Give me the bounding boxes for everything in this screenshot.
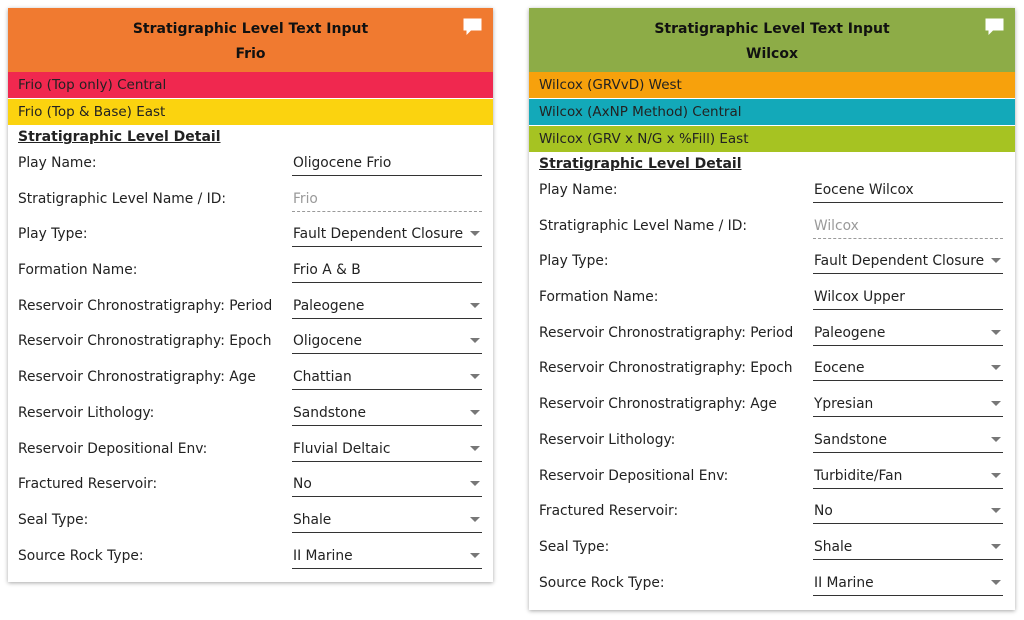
field-value: Chattian	[293, 369, 352, 386]
caret-down-icon[interactable]	[470, 374, 480, 379]
field-value: Oligocene	[293, 333, 363, 350]
field-label: Reservoir Chronostratigraphy: Period	[18, 297, 273, 314]
field-label: Reservoir Chronostratigraphy: Age	[539, 396, 777, 413]
field-label: Reservoir Chronostratigraphy: Epoch	[18, 333, 272, 350]
field-row	[8, 434, 493, 470]
field-row	[529, 282, 1015, 318]
select-reservoir-chronostratigraphy-period[interactable]	[292, 291, 482, 319]
select-fractured-reservoir[interactable]	[813, 496, 1003, 524]
scenario-item[interactable]: Wilcox (GRVvD) West	[529, 72, 1015, 99]
field-value: Shale	[814, 538, 853, 555]
field-label: Stratigraphic Level Name / ID:	[18, 190, 226, 207]
caret-down-icon[interactable]	[470, 410, 480, 415]
field-value: Eocene	[814, 360, 865, 377]
field-label: Formation Name:	[18, 262, 138, 279]
field-row	[8, 398, 493, 434]
select-fractured-reservoir[interactable]	[292, 469, 482, 497]
panel-subtitle: Wilcox	[746, 46, 798, 62]
select-reservoir-chronostratigraphy-period[interactable]	[813, 318, 1003, 346]
panel-header	[529, 8, 1015, 72]
detail-title: Stratigraphic Level Detail	[539, 156, 742, 172]
detail-title: Stratigraphic Level Detail	[18, 129, 221, 145]
field-row	[529, 246, 1015, 282]
field-value: Ypresian	[814, 396, 874, 413]
field-row	[529, 568, 1015, 604]
field-value: Frio A & B	[293, 262, 361, 279]
field-value: Turbidite/Fan	[814, 467, 903, 484]
comment-icon[interactable]	[462, 17, 483, 37]
field-value: II Marine	[293, 547, 353, 564]
detail-form	[529, 175, 1015, 603]
caret-down-icon[interactable]	[991, 330, 1001, 335]
field-label: Reservoir Chronostratigraphy: Epoch	[539, 360, 793, 377]
caret-down-icon[interactable]	[470, 517, 480, 522]
field-row	[8, 362, 493, 398]
field-value: No	[293, 476, 312, 493]
field-label: Formation Name:	[539, 289, 659, 306]
caret-down-icon[interactable]	[991, 580, 1001, 585]
field-row	[8, 184, 493, 220]
select-reservoir-depositional-env[interactable]	[813, 461, 1003, 489]
field-label: Fractured Reservoir:	[539, 503, 679, 520]
field-value: Shale	[293, 511, 332, 528]
select-source-rock-type[interactable]	[292, 541, 482, 569]
select-seal-type[interactable]	[813, 532, 1003, 560]
field-label: Reservoir Lithology:	[539, 431, 676, 448]
select-reservoir-chronostratigraphy-age[interactable]	[292, 362, 482, 390]
field-label: Play Name:	[539, 182, 618, 198]
input-stratigraphic-level-name-id	[292, 184, 482, 212]
input-stratigraphic-level-name-id	[813, 211, 1003, 239]
field-label: Reservoir Lithology:	[18, 404, 155, 421]
caret-down-icon[interactable]	[991, 401, 1001, 406]
field-value: Fluvial Deltaic	[293, 440, 391, 457]
field-row	[529, 425, 1015, 461]
scenario-item[interactable]: Frio (Top & Base) East	[8, 99, 493, 126]
caret-down-icon[interactable]	[991, 365, 1001, 370]
field-row	[529, 353, 1015, 389]
panel-header	[8, 8, 493, 72]
select-source-rock-type[interactable]	[813, 568, 1003, 596]
field-label: Source Rock Type:	[18, 547, 144, 564]
comment-icon[interactable]	[984, 17, 1005, 37]
field-label: Seal Type:	[539, 538, 610, 555]
field-row	[8, 148, 493, 184]
select-reservoir-lithology[interactable]	[813, 425, 1003, 453]
select-reservoir-depositional-env[interactable]	[292, 434, 482, 462]
field-label: Stratigraphic Level Name / ID:	[539, 217, 747, 234]
field-label: Play Name:	[18, 155, 97, 171]
select-reservoir-lithology[interactable]	[292, 398, 482, 426]
select-play-type[interactable]	[292, 219, 482, 247]
scenario-item[interactable]: Wilcox (AxNP Method) Central	[529, 99, 1015, 126]
field-row	[8, 469, 493, 505]
detail-form	[8, 148, 493, 576]
field-row	[8, 291, 493, 327]
field-row	[8, 219, 493, 255]
select-reservoir-chronostratigraphy-epoch[interactable]	[813, 353, 1003, 381]
field-label: Reservoir Chronostratigraphy: Age	[18, 369, 256, 386]
caret-down-icon[interactable]	[470, 231, 480, 236]
field-row	[8, 541, 493, 577]
panel-frio	[8, 8, 493, 582]
field-row	[529, 532, 1015, 568]
field-row	[529, 211, 1015, 247]
caret-down-icon[interactable]	[991, 258, 1001, 263]
caret-down-icon[interactable]	[470, 481, 480, 486]
select-reservoir-chronostratigraphy-epoch[interactable]	[292, 326, 482, 354]
input-play-name[interactable]	[813, 175, 1003, 203]
panel-title: Stratigraphic Level Text Input	[654, 21, 890, 37]
scenario-list	[529, 72, 1015, 153]
panel-subtitle: Frio	[235, 46, 266, 62]
select-play-type[interactable]	[813, 246, 1003, 274]
caret-down-icon[interactable]	[470, 338, 480, 343]
field-label: Play Type:	[18, 226, 88, 243]
field-row	[8, 505, 493, 541]
field-label: Play Type:	[539, 253, 609, 270]
field-row	[8, 326, 493, 362]
panel-wilcox	[529, 8, 1015, 610]
field-label: Source Rock Type:	[539, 574, 665, 591]
field-value: II Marine	[814, 574, 874, 591]
field-value: Eocene Wilcox	[814, 182, 914, 198]
field-value: Wilcox Upper	[814, 289, 905, 306]
caret-down-icon[interactable]	[991, 473, 1001, 478]
scenario-item[interactable]: Wilcox (GRV x N/G x %Fill) East	[529, 126, 1015, 153]
caret-down-icon[interactable]	[991, 508, 1001, 513]
scenario-item[interactable]: Frio (Top only) Central	[8, 72, 493, 99]
field-row	[529, 496, 1015, 532]
field-row	[529, 318, 1015, 354]
field-label: Reservoir Chronostratigraphy: Period	[539, 324, 794, 341]
caret-down-icon[interactable]	[470, 303, 480, 308]
caret-down-icon[interactable]	[470, 446, 480, 451]
input-play-name[interactable]	[292, 148, 482, 176]
select-seal-type[interactable]	[292, 505, 482, 533]
field-row	[8, 255, 493, 291]
field-value: Paleogene	[814, 324, 886, 341]
field-value: No	[814, 503, 833, 520]
field-label: Fractured Reservoir:	[18, 476, 158, 493]
field-label: Reservoir Depositional Env:	[539, 467, 729, 484]
input-formation-name[interactable]	[813, 282, 1003, 310]
field-value: Paleogene	[293, 297, 365, 314]
field-value: Sandstone	[814, 431, 887, 448]
field-label: Reservoir Depositional Env:	[18, 440, 208, 457]
field-value: Fault Dependent Closure	[814, 253, 985, 270]
caret-down-icon[interactable]	[991, 437, 1001, 442]
field-row	[529, 461, 1015, 497]
select-reservoir-chronostratigraphy-age[interactable]	[813, 389, 1003, 417]
input-formation-name[interactable]	[292, 255, 482, 283]
field-row	[529, 389, 1015, 425]
field-row	[529, 175, 1015, 211]
field-value: Oligocene Frio	[293, 155, 392, 171]
field-value: Fault Dependent Closure	[293, 226, 464, 243]
caret-down-icon[interactable]	[991, 544, 1001, 549]
field-value: Wilcox	[814, 217, 859, 234]
field-label: Seal Type:	[18, 511, 89, 528]
scenario-list	[8, 72, 493, 126]
field-value: Sandstone	[293, 404, 366, 421]
panel-title: Stratigraphic Level Text Input	[132, 21, 369, 37]
field-value: Frio	[293, 190, 318, 207]
caret-down-icon[interactable]	[470, 553, 480, 558]
